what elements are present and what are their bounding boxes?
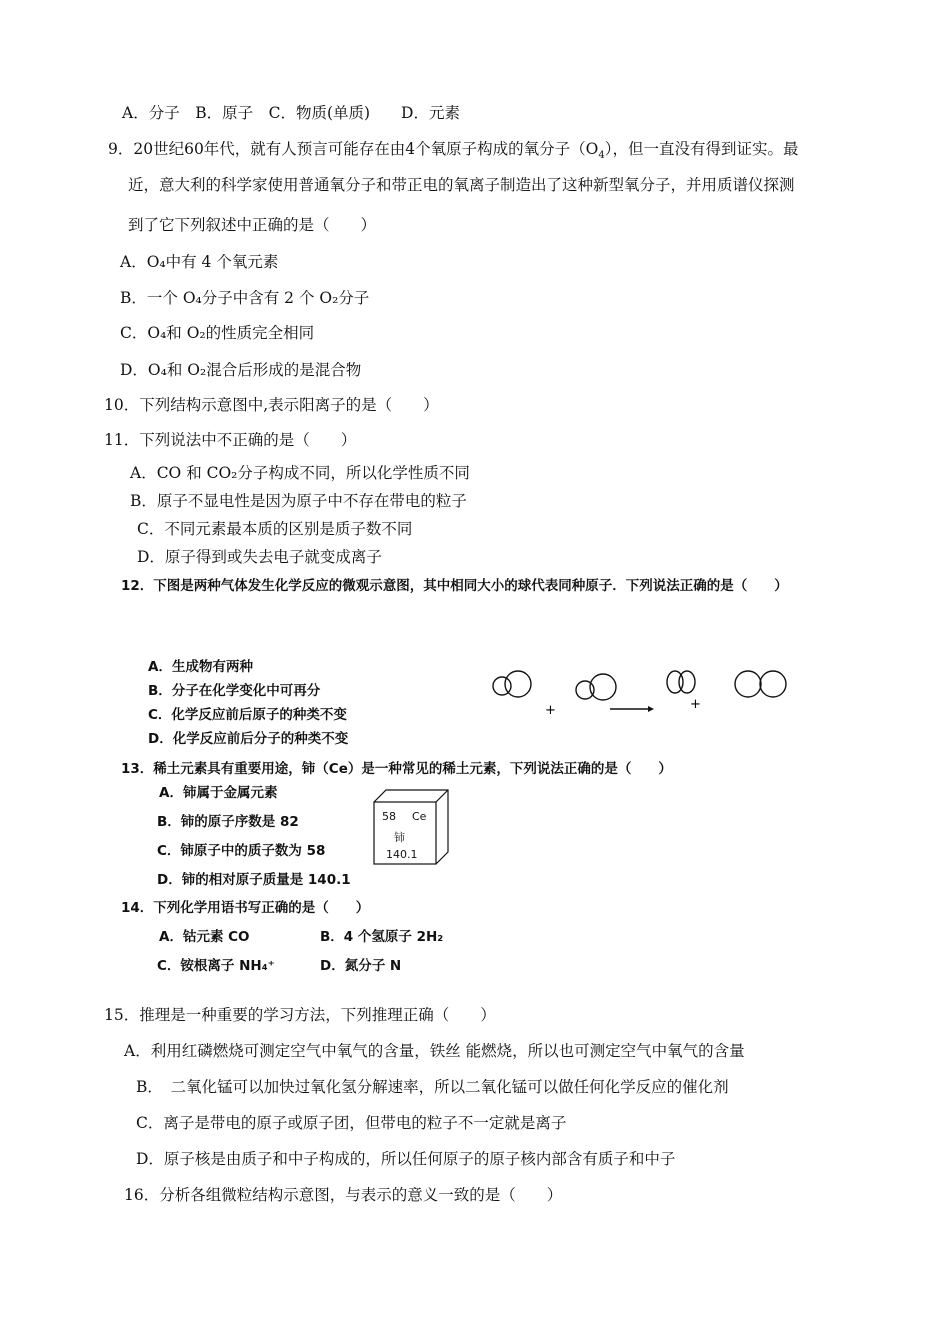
- q12-option-b: B．分子在化学变化中可再分: [148, 683, 321, 699]
- q15-option-c: C．离子是带电的原子或原子团，但带电的粒子不一定就是离子: [136, 1114, 567, 1132]
- q14-option-a: A．钴元素 CO: [159, 929, 250, 945]
- product2-atom-left: [735, 671, 761, 697]
- q14-option-b: B．4 个氢原子 2H₂: [320, 929, 444, 945]
- q14-option-c: C．铵根离子 NH₄⁺: [157, 958, 275, 974]
- q13-option-b: B．铈的原子序数是 82: [157, 814, 299, 830]
- q14-option-d: D．氮分子 N: [320, 958, 402, 974]
- q13-stem: 13．稀土元素具有重要用途，铈（Ce）是一种常见的稀土元素，下列说法正确的是（ ）: [121, 761, 672, 777]
- element-name: 铈: [394, 831, 405, 844]
- q9-line1: [108, 139, 799, 162]
- element-symbol: Ce: [412, 810, 427, 823]
- q10-stem: 10．下列结构示意图中,表示阳离子的是（ ）: [104, 396, 439, 414]
- reaction-diagram: [486, 660, 806, 720]
- reactant1-large-atom: [505, 671, 531, 697]
- q9-line3: 到了它下列叙述中正确的是（ ）: [128, 216, 377, 234]
- product2-atom-right: [760, 671, 786, 697]
- q11-option-c: C．不同元素最本质的区别是质子数不同: [137, 520, 413, 538]
- q9-line1-text: 9．20世纪60年代，就有人预言可能存在由4个氧原子构成的氧分子（O: [108, 140, 599, 158]
- q15-option-a: A．利用红磷燃烧可测定空气中氧气的含量，铁丝 能燃烧，所以也可测定空气中氧气的含量: [124, 1042, 745, 1060]
- reactant2-small-atom: [576, 681, 594, 699]
- q9-option-a: A．O₄中有 4 个氧元素: [120, 253, 279, 271]
- q15-option-b: B． 二氧化锰可以加快过氧化氢分解速率，所以二氧化锰可以做任何化学反应的催化剂: [136, 1078, 729, 1096]
- q12-option-a: A．生成物有两种: [148, 659, 253, 675]
- q12-stem: 12．下图是两种气体发生化学反应的微观示意图，其中相同大小的球代表同种原子．下列说法正确的是（ ）: [121, 578, 788, 594]
- q11-option-a: A．CO 和 CO₂分子构成不同，所以化学性质不同: [130, 464, 470, 482]
- q15-option-d: D．原子核是由质子和中子构成的，所以任何原子的原子核内部含有质子和中子: [136, 1150, 676, 1168]
- q13-option-d: D．铈的相对原子质量是 140.1: [157, 872, 351, 888]
- q9-option-b: B．一个 O₄分子中含有 2 个 O₂分子: [120, 289, 370, 307]
- q9-option-c: C．O₄和 O₂的性质完全相同: [120, 324, 315, 342]
- q15-stem: 15．推理是一种重要的学习方法，下列推理正确（ ）: [104, 1006, 496, 1024]
- atomic-number: 58: [382, 810, 396, 823]
- atomic-mass: 140.1: [386, 848, 418, 861]
- q11-option-d: D．原子得到或失去电子就变成离子: [137, 548, 382, 566]
- plus-sign-1: +: [545, 703, 556, 718]
- q12-option-c: C．化学反应前后原子的种类不变: [148, 707, 347, 723]
- plus-sign-2: +: [690, 697, 701, 712]
- q9-line2: 近，意大利的科学家使用普通氧分子和带正电的氧离子制造出了这种新型氧分子，并用质谱仪探测: [128, 176, 795, 194]
- q8-options: A．分子 B．原子 C．物质(单质) D．元素: [122, 104, 460, 122]
- periodic-table-cell: [372, 788, 452, 868]
- reaction-arrow-head: [648, 706, 654, 712]
- q16-stem: 16．分析各组微粒结构示意图，与表示的意义一致的是（ ）: [124, 1186, 563, 1204]
- q14-stem: 14．下列化学用语书写正确的是（ ）: [121, 900, 370, 916]
- q9-line1-sub: 4: [598, 150, 605, 162]
- q12-option-d: D．化学反应前后分子的种类不变: [148, 731, 349, 747]
- q13-option-c: C．铈原子中的质子数为 58: [157, 843, 326, 859]
- q9-line1-end: ），但一直没有得到证实。最: [604, 140, 799, 158]
- q11-stem: 11．下列说法中不正确的是（ ）: [104, 431, 357, 449]
- q13-option-a: A．铈属于金属元素: [159, 785, 278, 801]
- q9-option-d: D．O₄和 O₂混合后形成的是混合物: [120, 361, 362, 379]
- q11-option-b: B．原子不显电性是因为原子中不存在带电的粒子: [130, 492, 467, 510]
- product1-atom-right: [679, 671, 695, 693]
